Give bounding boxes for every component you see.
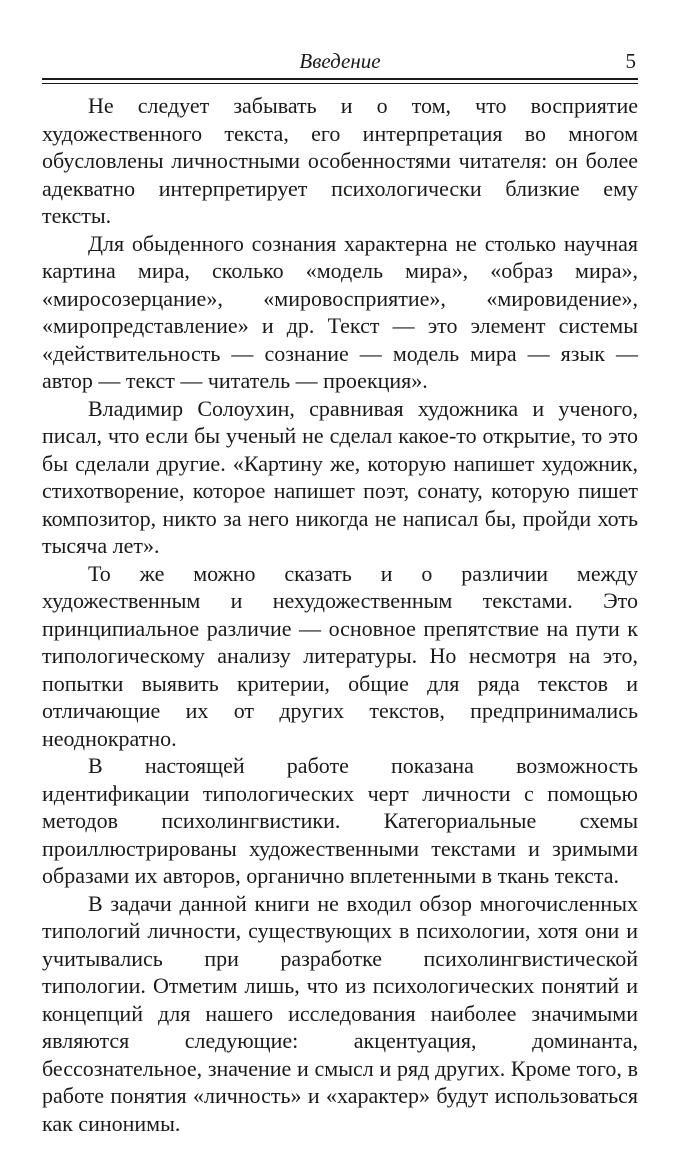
header-rule [42,78,638,80]
book-page [42,0,638,1152]
paragraph: Не следует забывать и о том, что восприятие художественного текста, его интерпретация во многом обусловлены личностными особенностями читателя: он более адекватно интерпретирует психологически близкие ему тексты. [42,93,638,228]
paragraph: В задачи данной книги не входил обзор многочисленных типологий личности, существующих в психологии, хотя они и учитывались при разработке психолингвистической типологии. Отметим лишь, что из психологических понятий и концепций для нашего исследования наиболее значимыми являются следующие: акцентуация, доминанта, бессознательное, значение и смысл и ряд других. Кроме того, в работе понятия «личность» и «характер» будут использоваться как синонимы. [42,890,638,1136]
paragraph: В настоящей работе показана возможность идентификации типологических черт личности с помощью методов психолингвистики. Категориальные схемы проиллюстрированы художественными текстами и зримыми образами их авторов, органично вплетенными в ткань текста. [42,753,638,888]
paragraph: Для обыденного сознания характерна не столько научная картина мира, сколько «модель мира», «образ мира», «миросозерцание», «мировосприятие», «мировидение», «миропредставление» и др. Текст — это элемент системы «действительность — сознание — модель мира — язык — автор — текст — читатель — проекция». [42,230,638,393]
running-title: Введение [299,49,381,73]
page-number: 5 [625,49,636,73]
header-rule-thin [42,83,638,84]
body-text [42,92,638,1137]
running-head [42,46,638,76]
paragraph: То же можно сказать и о различии между художественным и нехудожественным текстами. Это принципиальное различие — основное препятствие на пути к типологическому анализу литературы. Но несмотря на это, попытки выявить критерии, общие для ряда текстов и отличающие их от других текстов, предпринимались неоднократно. [42,560,638,751]
paragraph: Владимир Солоухин, сравнивая художника и ученого, писал, что если бы ученый не сделал какое-то открытие, то это бы сделали другие. «Картину же, которую напишет художник, стихотворение, которое напишет поэт, сонату, которую пишет композитор, никто за него никогда не написал бы, пройди хоть тысяча лет». [42,395,638,558]
